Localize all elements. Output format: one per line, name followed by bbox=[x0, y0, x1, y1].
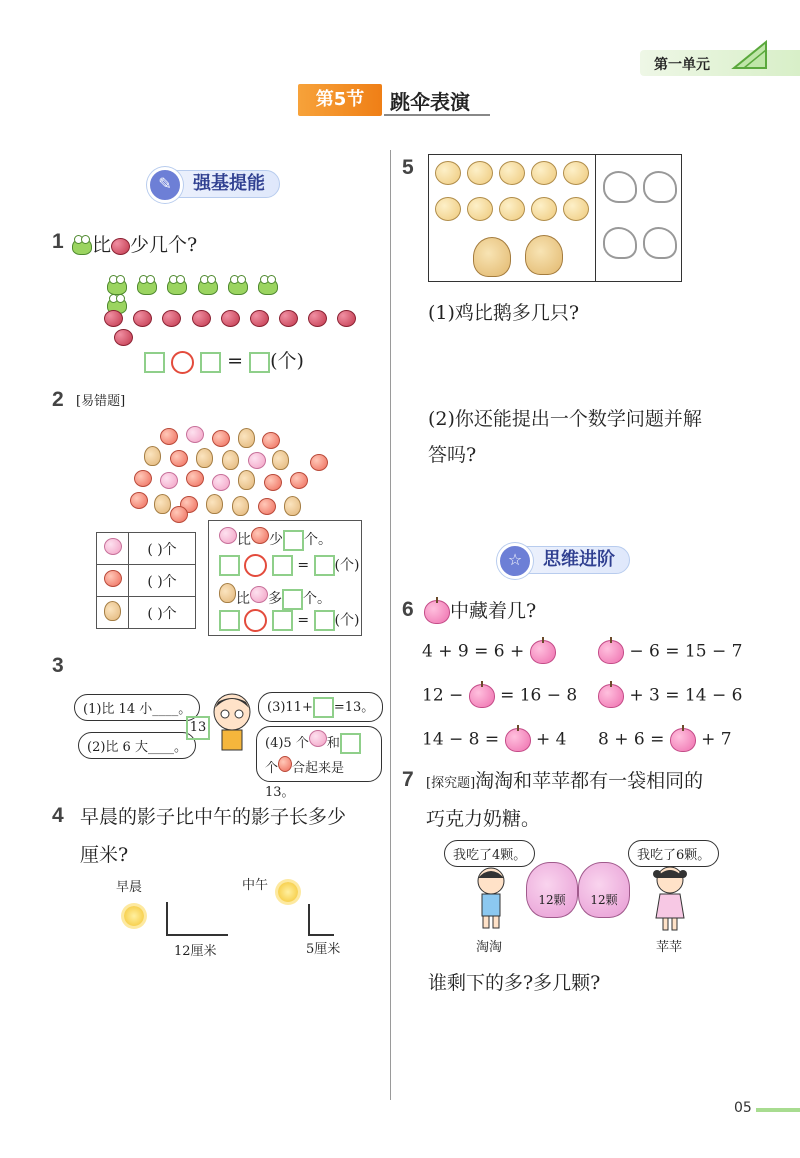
section-basic-label: 强基提能 bbox=[193, 173, 265, 193]
q1-question bbox=[72, 230, 197, 257]
pear-icon bbox=[154, 494, 171, 514]
frog-icon bbox=[72, 238, 92, 255]
count-cell[interactable]: ( )个 bbox=[129, 597, 196, 629]
page-number-bar bbox=[756, 1108, 800, 1112]
eq-left-2 bbox=[422, 684, 577, 708]
ladybug-icon bbox=[221, 310, 240, 327]
sun-icon bbox=[124, 906, 144, 926]
answer-box[interactable] bbox=[283, 530, 304, 551]
table-row bbox=[97, 597, 196, 629]
ladybug-icon bbox=[133, 310, 152, 327]
name-pingping: 苹苹 bbox=[656, 940, 683, 955]
ladybug-icon bbox=[279, 310, 298, 327]
chick-icon bbox=[499, 161, 525, 185]
column-divider bbox=[390, 150, 391, 1100]
chick-icon bbox=[563, 197, 589, 221]
peach-icon bbox=[186, 426, 204, 443]
count-cell[interactable]: ( )个 bbox=[129, 533, 196, 565]
q2-unit: (个) bbox=[334, 612, 360, 629]
answer-box[interactable] bbox=[314, 555, 335, 576]
q5-picture bbox=[428, 154, 682, 282]
q7-bubble-2: 我吃了6颗。 bbox=[628, 840, 719, 867]
pear-icon bbox=[196, 448, 213, 468]
q3-center: 13 bbox=[189, 720, 207, 735]
q3-b4c: 个 bbox=[265, 761, 279, 776]
boy-taotao-icon bbox=[474, 866, 508, 932]
apple-icon bbox=[130, 492, 148, 509]
lesson-title: 跳伞表演 bbox=[390, 90, 470, 114]
eq-right-3 bbox=[598, 728, 732, 752]
q2-answer-panel bbox=[208, 520, 362, 636]
q5-number: 5 bbox=[402, 156, 414, 179]
apple-icon[interactable] bbox=[670, 728, 696, 752]
ladybug-icon bbox=[162, 310, 181, 327]
peach-icon bbox=[160, 472, 178, 489]
apple-icon bbox=[170, 450, 188, 467]
eq-right-2 bbox=[598, 684, 742, 708]
eq-text: 4 + 9 = 6 + bbox=[422, 641, 525, 662]
q4-number: 4 bbox=[52, 804, 64, 827]
q7-text1: 淘淘和苹苹都有一袋相同的 bbox=[475, 770, 704, 792]
q7-number: 7 bbox=[402, 768, 414, 791]
goose-icon bbox=[603, 171, 637, 203]
sun-icon bbox=[278, 882, 298, 902]
section-basic bbox=[152, 170, 280, 198]
answer-box[interactable] bbox=[249, 352, 270, 373]
answer-box[interactable] bbox=[219, 610, 240, 631]
apple-icon bbox=[160, 428, 178, 445]
q3-bubble-4 bbox=[256, 726, 382, 800]
peach-icon bbox=[250, 586, 268, 603]
label-noon: 中午 bbox=[242, 878, 269, 893]
q7-line1 bbox=[426, 766, 703, 793]
peach-icon bbox=[212, 474, 230, 491]
pear-icon bbox=[144, 446, 161, 466]
apple-icon bbox=[262, 432, 280, 449]
picture-divider bbox=[595, 155, 596, 281]
q2-line3 bbox=[219, 583, 331, 610]
apple-icon[interactable] bbox=[598, 640, 624, 664]
chick-icon bbox=[531, 197, 557, 221]
q5-sub2a: (2)你还能提出一个数学问题并解 bbox=[428, 408, 702, 430]
q6-number: 6 bbox=[402, 598, 414, 621]
q7-question: 谁剩下的多?多几颗? bbox=[428, 972, 601, 994]
pear-icon bbox=[222, 450, 239, 470]
ladybug-icon bbox=[111, 238, 130, 255]
q2-l3c: 个。 bbox=[303, 591, 331, 607]
eq-right-1 bbox=[598, 640, 742, 664]
pear-icon bbox=[219, 583, 236, 603]
q3-bubble-1: (1)比 14 小____。 bbox=[74, 694, 200, 721]
q1-text-a: 比 bbox=[92, 234, 112, 256]
unit-label: 第一单元 bbox=[654, 56, 710, 72]
label-morning: 早晨 bbox=[116, 880, 143, 895]
shadow-noon bbox=[308, 904, 334, 936]
name-taotao: 淘淘 bbox=[476, 940, 503, 955]
q3-b3b: =13。 bbox=[333, 700, 375, 715]
peach-icon bbox=[248, 452, 266, 469]
table-row bbox=[97, 565, 196, 597]
operator-circle[interactable] bbox=[171, 351, 194, 374]
operator-circle[interactable] bbox=[244, 609, 267, 632]
eq-text: 12 − bbox=[422, 685, 464, 706]
chick-icon bbox=[435, 197, 461, 221]
q2-l3b: 多 bbox=[268, 591, 282, 607]
apple-icon bbox=[258, 498, 276, 515]
q1-number: 1 bbox=[52, 230, 64, 253]
q6-question bbox=[424, 596, 536, 624]
q3-number: 3 bbox=[52, 654, 64, 677]
answer-box[interactable] bbox=[272, 555, 293, 576]
chick-icon bbox=[467, 161, 493, 185]
chick-icon bbox=[499, 197, 525, 221]
q3-bubble-3 bbox=[258, 692, 383, 722]
q2-line1 bbox=[219, 527, 332, 551]
apple-icon bbox=[310, 454, 328, 471]
q3-b4b: 和 bbox=[326, 736, 340, 751]
girl-pingping-icon bbox=[652, 864, 688, 932]
answer-box[interactable] bbox=[314, 610, 335, 631]
pear-icon bbox=[206, 494, 223, 514]
eq-left-3 bbox=[422, 728, 566, 752]
q1-text-b: 少几个? bbox=[130, 234, 198, 256]
ladybug-row bbox=[104, 308, 364, 346]
ladybug-icon bbox=[104, 310, 123, 327]
peach-icon bbox=[219, 527, 237, 544]
count-cell[interactable]: ( )个 bbox=[129, 565, 196, 597]
apple-icon bbox=[264, 474, 282, 491]
q3-b4d: 合起来是 13。 bbox=[265, 761, 345, 800]
apple-icon[interactable] bbox=[469, 684, 495, 708]
pear-icon bbox=[238, 470, 255, 490]
q5-sub2b: 答吗? bbox=[428, 444, 477, 466]
peach-icon bbox=[309, 730, 327, 747]
goose-icon bbox=[603, 227, 637, 259]
chick-icon bbox=[467, 197, 493, 221]
q4-text-1: 早晨的影子比中午的影子长多少 bbox=[80, 806, 347, 828]
q2-count-table bbox=[96, 532, 196, 629]
fruit-pile bbox=[130, 424, 330, 524]
answer-box[interactable] bbox=[340, 733, 361, 754]
eq-text: 14 − 8 = bbox=[422, 729, 500, 750]
apple-icon[interactable] bbox=[598, 684, 624, 708]
eq-text: 8 + 6 = bbox=[598, 729, 665, 750]
title-underline bbox=[384, 114, 490, 116]
apple-icon bbox=[186, 470, 204, 487]
q2-l3a: 比 bbox=[236, 591, 250, 607]
medal-icon: ☆ bbox=[497, 543, 533, 579]
hen-icon bbox=[525, 235, 563, 275]
bag-label: 12颗 bbox=[538, 893, 566, 907]
lesson-title-bar bbox=[298, 84, 490, 118]
q2-tag: [易错题] bbox=[76, 394, 126, 409]
shadow-morning bbox=[166, 902, 228, 936]
q3-b3a: (3)11+ bbox=[267, 700, 313, 715]
section-advanced-label: 思维进阶 bbox=[543, 549, 615, 569]
pear-icon bbox=[238, 428, 255, 448]
frog-icon bbox=[198, 278, 218, 295]
q2-unit: (个) bbox=[334, 557, 360, 574]
peach-icon bbox=[104, 538, 122, 555]
apple-icon bbox=[290, 472, 308, 489]
answer-box[interactable] bbox=[219, 555, 240, 576]
q7-line2: 巧克力奶糖。 bbox=[426, 808, 541, 830]
table-row bbox=[97, 533, 196, 565]
pear-icon bbox=[272, 450, 289, 470]
ladybug-icon bbox=[192, 310, 211, 327]
pencil-icon: ✎ bbox=[147, 167, 183, 203]
strawberry-icon bbox=[278, 756, 292, 772]
q5-sub1: (1)鸡比鹅多几只? bbox=[428, 302, 580, 324]
q2-l1b: 少 bbox=[269, 532, 283, 548]
eq-left-1 bbox=[422, 640, 556, 664]
q3-center-box bbox=[186, 716, 210, 740]
q2-line2: = (个) bbox=[219, 554, 359, 577]
apple-icon bbox=[424, 600, 450, 624]
eq-text: + 7 bbox=[701, 729, 732, 750]
operator-circle[interactable] bbox=[244, 554, 267, 577]
apple-icon bbox=[212, 430, 230, 447]
goose-icon bbox=[643, 171, 677, 203]
apple-icon[interactable] bbox=[530, 640, 556, 664]
eq-text: + 4 bbox=[535, 729, 567, 750]
apple-icon[interactable] bbox=[505, 728, 531, 752]
q1-unit: (个) bbox=[270, 350, 304, 372]
candy-bag-2 bbox=[578, 862, 630, 918]
answer-box[interactable] bbox=[313, 697, 334, 718]
len-noon: 5厘米 bbox=[306, 942, 341, 957]
answer-box[interactable] bbox=[272, 610, 293, 631]
boy-icon bbox=[210, 690, 254, 752]
answer-box[interactable] bbox=[282, 589, 303, 610]
q7-tag: [探究题] bbox=[426, 776, 476, 791]
len-morning: 12厘米 bbox=[174, 944, 217, 959]
section-badge-label: 第5节 bbox=[315, 89, 365, 110]
chick-icon bbox=[531, 161, 557, 185]
q6-text: 中藏着几? bbox=[450, 600, 537, 622]
frog-icon bbox=[167, 278, 187, 295]
q3-bubble-2: (2)比 6 大____。 bbox=[78, 732, 196, 759]
ladybug-icon bbox=[250, 310, 269, 327]
candy-bag-1 bbox=[526, 862, 578, 918]
pear-icon bbox=[104, 601, 121, 621]
apple-icon bbox=[251, 527, 269, 544]
q2-line4: = (个) bbox=[219, 609, 359, 632]
q7-bubble-1: 我吃了4颗。 bbox=[444, 840, 535, 867]
chick-icon bbox=[563, 161, 589, 185]
hen-icon bbox=[473, 237, 511, 277]
unit-tag bbox=[640, 50, 800, 76]
triangle-ruler-icon bbox=[730, 38, 770, 72]
frog-icon bbox=[258, 278, 278, 295]
answer-box[interactable] bbox=[200, 352, 221, 373]
eq-text: = 16 − 8 bbox=[500, 685, 578, 706]
apple-icon bbox=[104, 570, 122, 587]
eq-text: + 3 = 14 − 6 bbox=[629, 685, 743, 706]
q2-l1c: 个。 bbox=[304, 532, 332, 548]
q1-equation: = (个) bbox=[144, 346, 304, 374]
q4-text-2: 厘米? bbox=[80, 844, 129, 866]
page-number: 05 bbox=[734, 1100, 752, 1116]
bag-label: 12颗 bbox=[590, 893, 618, 907]
answer-box[interactable] bbox=[144, 352, 165, 373]
q2-l1a: 比 bbox=[237, 532, 251, 548]
apple-icon bbox=[170, 506, 188, 523]
section-advanced bbox=[502, 546, 630, 574]
ladybug-icon bbox=[308, 310, 327, 327]
pear-icon bbox=[284, 496, 301, 516]
section-badge bbox=[298, 84, 382, 116]
q2-number: 2 bbox=[52, 388, 64, 411]
ladybug-icon bbox=[337, 310, 356, 327]
chick-icon bbox=[435, 161, 461, 185]
eq-text: − 6 = 15 − 7 bbox=[629, 641, 743, 662]
ladybug-icon bbox=[114, 329, 133, 346]
apple-icon bbox=[134, 470, 152, 487]
frog-icon bbox=[137, 278, 157, 295]
frog-icon bbox=[107, 278, 127, 295]
q3-b4a: (4)5 个 bbox=[265, 736, 309, 751]
pear-icon bbox=[232, 496, 249, 516]
frog-icon bbox=[228, 278, 248, 295]
goose-icon bbox=[643, 227, 677, 259]
